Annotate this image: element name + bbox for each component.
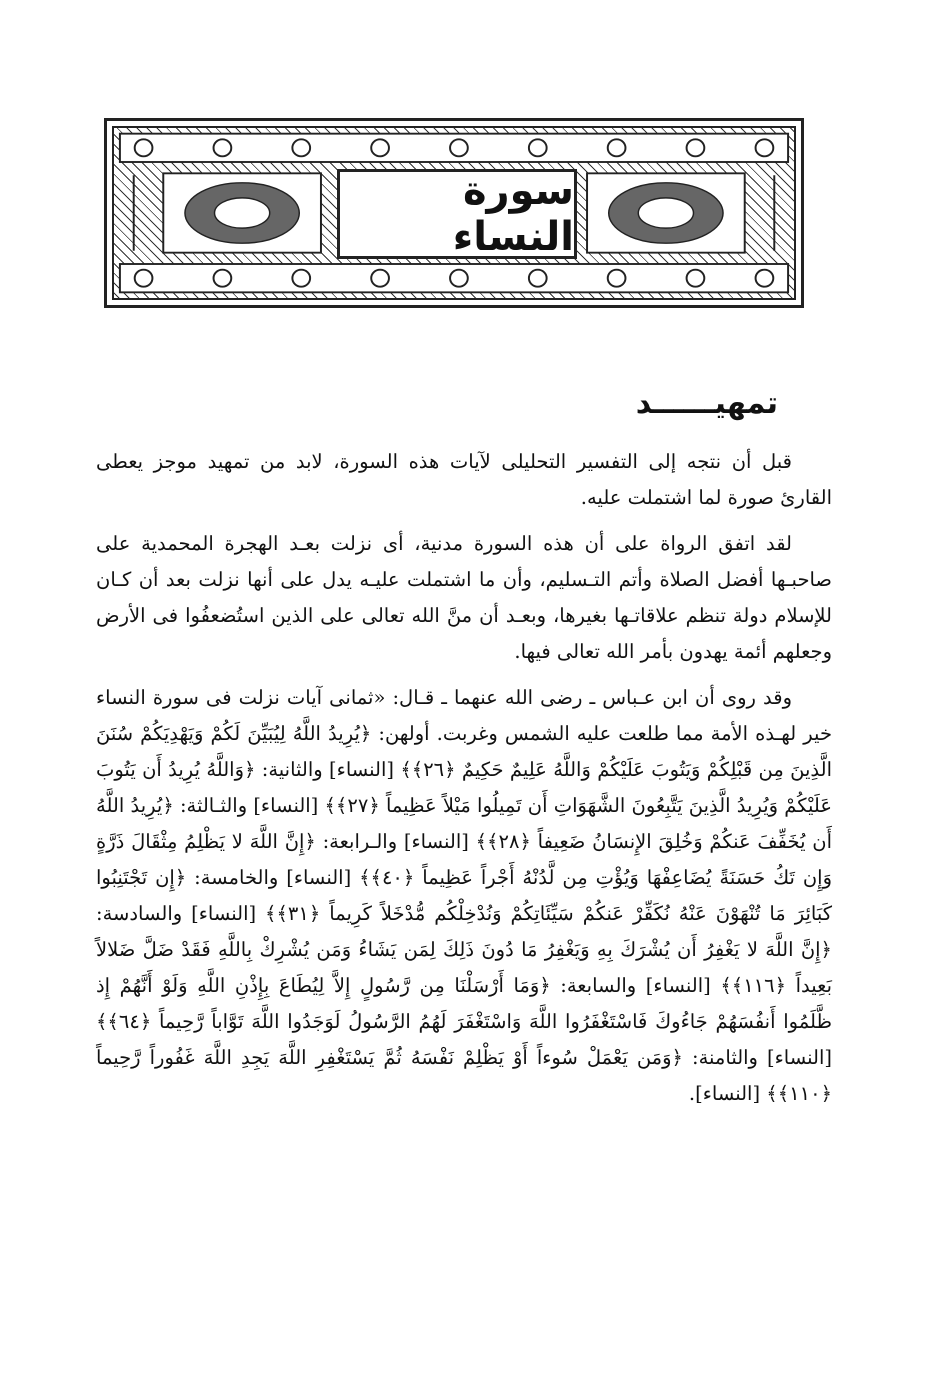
banner-title-frame [337, 169, 577, 259]
surah-banner [104, 118, 804, 308]
paragraph: لقد اتفق الرواة على أن هذه السورة مدنية، أى نزلت بعـد الهجرة المحمدية على صاحبـها أفضل الصلاة وأتم التـسليم، وأن ما اشتملت عليـه يدل على أنها نزلت بعد أن كـان للإسلام دولة تنظم علاقاتـها بغيرها، وبعـد أن منَّ الله تعالى على الذين استُضعفُوا فى الأرض وجعلهم أئمة يهدون بأمر الله تعالى فيها. [96, 532, 832, 663]
body-text [96, 444, 832, 1122]
paragraph: قبل أن نتجه إلى التفسير التحليلى لآيات هذه السورة، لابد من تمهيد موجز يعطى القارئ صورة لما اشتملت عليه. [96, 450, 832, 509]
paragraph: وقد روى أن ابن عـباس ـ رضى الله عنهما ـ قـال: «ثمانى آيات نزلت فى سورة النساء خير لهـذه الأمة مما طلعت عليه الشمس وغربت. أولهن: ﴿يُرِيدُ اللَّهُ لِيُبَيِّنَ لَكُمْ وَيَهْدِيَكُمْ سُنَنَ الَّذِينَ مِن قَبْلِكُمْ وَيَتُوبَ عَلَيْكُمْ وَاللَّهُ عَلِيمٌ حَكِيمٌ ﴿٢٦﴾﴾ [النساء] والثانية: ﴿وَاللَّهُ يُرِيدُ أَن يَتُوبَ عَلَيْكُمْ وَيُرِيدُ الَّذِينَ يَتَّبِعُونَ الشَّهَوَاتِ أَن تَمِيلُوا مَيْلاً عَظِيماً ﴿٢٧﴾﴾ [النساء] والثـالثة: ﴿يُرِيدُ اللَّهُ أَن يُخَفِّفَ عَنكُمْ وَخُلِقَ الإِنسَانُ ضَعِيفاً ﴿٢٨﴾﴾ [النساء] والـرابعة: ﴿إِنَّ اللَّهَ لا يَظْلِمُ مِثْقَالَ ذَرَّةٍ وَإِن تَكُ حَسَنَةً يُضَاعِفْهَا وَيُؤْتِ مِن لَّدُنْهُ أَجْراً عَظِيماً ﴿٤٠﴾﴾ [النساء] والخامسة: ﴿إِن تَجْتَنِبُوا كَبَائِرَ مَا تُنْهَوْنَ عَنْهُ نُكَفِّرْ عَنكُمْ سَيِّئَاتِكُمْ وَنُدْخِلْكُم مُّدْخَلاً كَرِيماً ﴿٣١﴾﴾ [النساء] والسادسة: ﴿إِنَّ اللَّهَ لا يَغْفِرُ أَن يُشْرَكَ بِهِ وَيَغْفِرُ مَا دُونَ ذَلِكَ لِمَن يَشَاءُ وَمَن يُشْرِكْ بِاللَّهِ فَقَدْ ضَلَّ ضَلالاً بَعِيداً ﴿١١٦﴾﴾ [النساء] والسابعة: ﴿وَمَا أَرْسَلْنَا مِن رَّسُولٍ إِلاَّ لِيُطَاعَ بِإِذْنِ اللَّهِ وَلَوْ أَنَّهُمْ إِذ ظَّلَمُوا أَنفُسَهُمْ جَاءُوكَ فَاسْتَغْفَرُوا اللَّهَ وَاسْتَغْفَرَ لَهُمُ الرَّسُولُ لَوَجَدُوا اللَّهَ تَوَّاباً رَّحِيماً ﴿٦٤﴾﴾ [النساء] والثامنة: ﴿وَمَن يَعْمَلْ سُوءاً أَوْ يَظْلِمْ نَفْسَهُ ثُمَّ يَسْتَغْفِرِ اللَّهَ يَجِدِ اللَّهَ غَفُوراً رَّحِيماً ﴿١١٠﴾﴾ [النساء]. [96, 686, 833, 1105]
surah-title: سورة النساء [452, 168, 574, 260]
section-heading: تمهيــــــد [635, 386, 778, 421]
